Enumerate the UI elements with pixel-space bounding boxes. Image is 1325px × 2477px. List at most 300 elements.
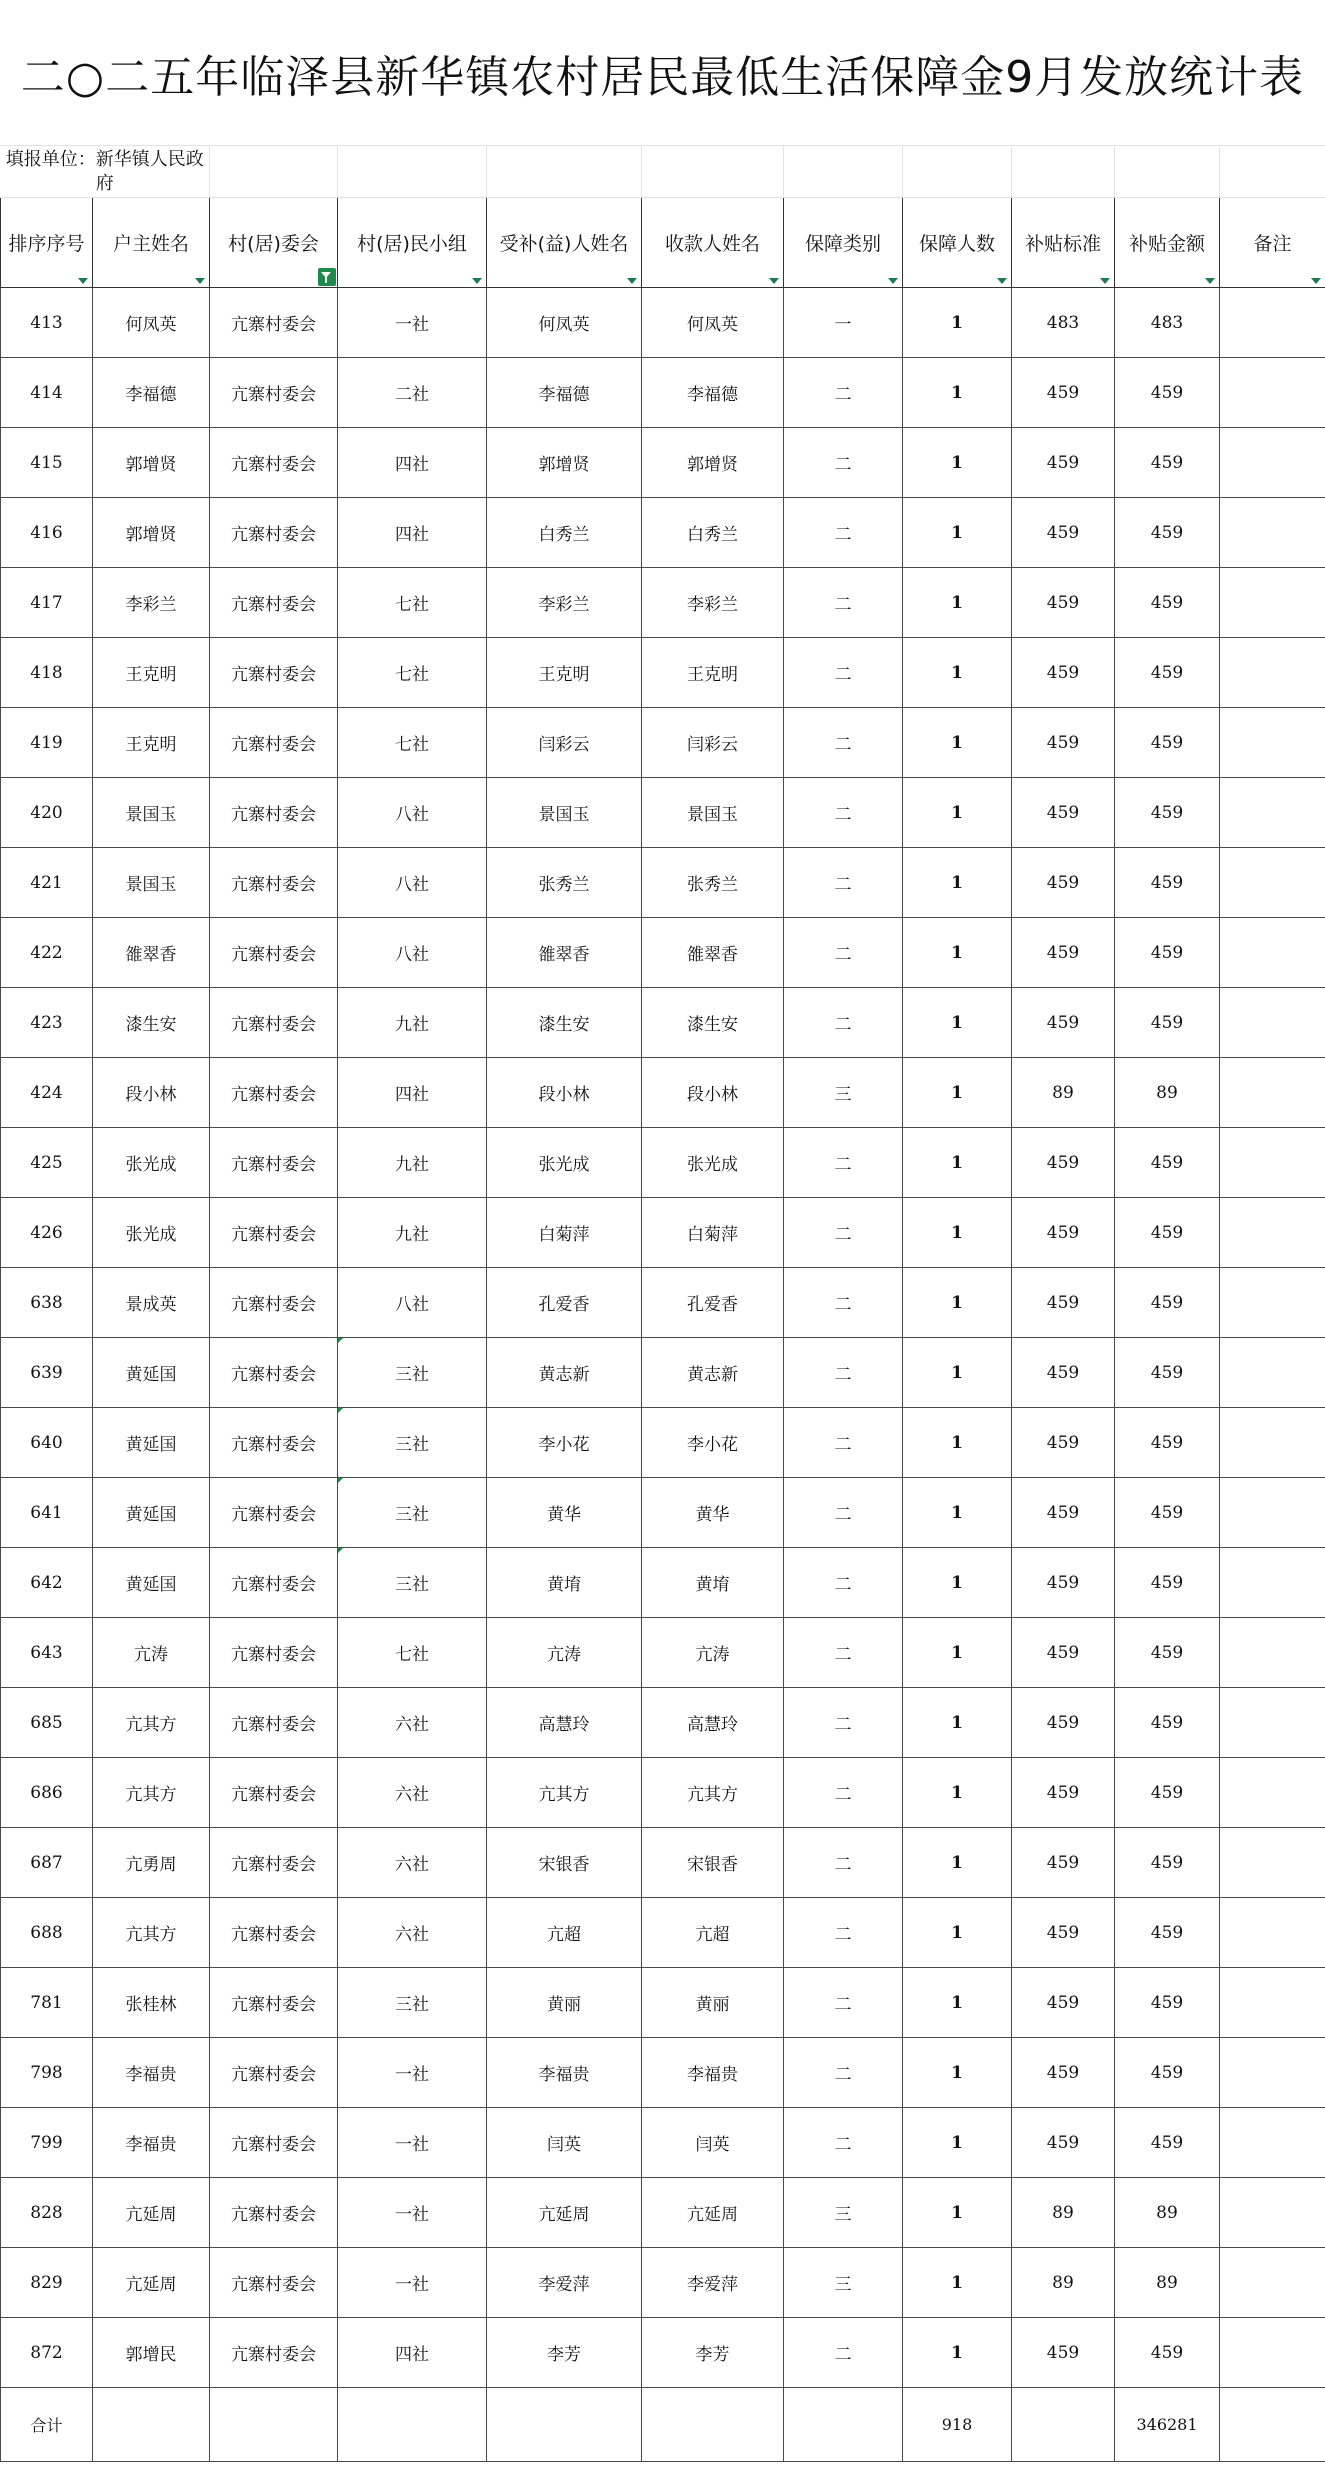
cell-amount[interactable]: 459 [1115,1828,1220,1898]
cell-payee[interactable]: 景国玉 [642,778,784,848]
cell-category[interactable]: 一 [784,288,903,358]
cell-beneficiary[interactable]: 黄华 [487,1478,642,1548]
cell-category[interactable]: 二 [784,1268,903,1338]
cell-standard[interactable]: 459 [1012,1128,1115,1198]
cell-beneficiary[interactable]: 段小林 [487,1058,642,1128]
cell-note[interactable] [1220,638,1325,708]
cell-no[interactable]: 641 [1,1478,93,1548]
cell-payee[interactable]: 亢延周 [642,2178,784,2248]
cell-standard[interactable]: 459 [1012,358,1115,428]
cell-amount[interactable]: 459 [1115,988,1220,1058]
cell-head[interactable]: 郭增贤 [93,498,210,568]
cell-persons[interactable]: 1 [903,568,1012,638]
cell-beneficiary[interactable]: 李爱萍 [487,2248,642,2318]
cell-no[interactable]: 423 [1,988,93,1058]
cell-note[interactable] [1220,358,1325,428]
filter-dropdown-icon[interactable] [1309,275,1322,285]
cell-persons[interactable]: 1 [903,1058,1012,1128]
cell-category[interactable]: 二 [784,778,903,848]
cell-group[interactable]: 二社 [338,358,487,428]
cell-village[interactable]: 亢寨村委会 [210,1548,338,1618]
cell-village[interactable]: 亢寨村委会 [210,988,338,1058]
cell-standard[interactable]: 459 [1012,498,1115,568]
filter-dropdown-icon[interactable] [625,275,638,285]
filter-dropdown-icon[interactable] [1203,275,1216,285]
cell-group[interactable]: 七社 [338,638,487,708]
cell-category[interactable]: 二 [784,848,903,918]
cell-persons[interactable]: 1 [903,288,1012,358]
cell-head[interactable]: 景成英 [93,1268,210,1338]
cell-category[interactable]: 二 [784,1758,903,1828]
cell-category[interactable]: 二 [784,1968,903,2038]
cell-category[interactable]: 二 [784,1548,903,1618]
cell-note[interactable] [1220,1478,1325,1548]
cell-standard[interactable]: 459 [1012,988,1115,1058]
cell-no[interactable]: 413 [1,288,93,358]
cell-note[interactable] [1220,708,1325,778]
cell-standard[interactable]: 483 [1012,288,1115,358]
cell-note[interactable] [1220,1688,1325,1758]
cell-persons[interactable]: 1 [903,358,1012,428]
cell-persons[interactable]: 1 [903,2248,1012,2318]
cell-amount[interactable]: 89 [1115,2248,1220,2318]
cell-payee[interactable]: 黄丽 [642,1968,784,2038]
cell-village[interactable]: 亢寨村委会 [210,2178,338,2248]
cell-amount[interactable]: 459 [1115,1128,1220,1198]
cell-no[interactable]: 418 [1,638,93,708]
cell-village[interactable]: 亢寨村委会 [210,778,338,848]
cell-head[interactable]: 张光成 [93,1128,210,1198]
cell-amount[interactable]: 459 [1115,918,1220,988]
cell-group[interactable]: 四社 [338,498,487,568]
total-empty-cell[interactable] [1220,2388,1325,2462]
cell-group[interactable]: 四社 [338,428,487,498]
cell-category[interactable]: 二 [784,358,903,428]
cell-payee[interactable]: 郭增贤 [642,428,784,498]
cell-no[interactable]: 872 [1,2318,93,2388]
cell-category[interactable]: 二 [784,2318,903,2388]
cell-village[interactable]: 亢寨村委会 [210,1898,338,1968]
cell-no[interactable]: 640 [1,1408,93,1478]
cell-persons[interactable]: 1 [903,1618,1012,1688]
cell-note[interactable] [1220,1968,1325,2038]
cell-village[interactable]: 亢寨村委会 [210,1338,338,1408]
cell-group[interactable]: 六社 [338,1828,487,1898]
cell-amount[interactable]: 459 [1115,1618,1220,1688]
cell-group[interactable]: 一社 [338,2038,487,2108]
cell-payee[interactable]: 漆生安 [642,988,784,1058]
cell-amount[interactable]: 459 [1115,638,1220,708]
cell-payee[interactable]: 高慧玲 [642,1688,784,1758]
cell-standard[interactable]: 459 [1012,1548,1115,1618]
cell-category[interactable]: 二 [784,1128,903,1198]
cell-category[interactable]: 三 [784,1058,903,1128]
cell-payee[interactable]: 李爱萍 [642,2248,784,2318]
cell-standard[interactable]: 459 [1012,708,1115,778]
cell-group[interactable]: 六社 [338,1898,487,1968]
cell-village[interactable]: 亢寨村委会 [210,1198,338,1268]
cell-standard[interactable]: 459 [1012,2318,1115,2388]
cell-category[interactable]: 二 [784,568,903,638]
cell-note[interactable] [1220,988,1325,1058]
cell-beneficiary[interactable]: 黄志新 [487,1338,642,1408]
cell-no[interactable]: 688 [1,1898,93,1968]
cell-no[interactable]: 829 [1,2248,93,2318]
cell-persons[interactable]: 1 [903,2318,1012,2388]
cell-payee[interactable]: 黄志新 [642,1338,784,1408]
cell-beneficiary[interactable]: 李彩兰 [487,568,642,638]
cell-note[interactable] [1220,1058,1325,1128]
total-empty-cell[interactable] [210,2388,338,2462]
cell-no[interactable]: 798 [1,2038,93,2108]
cell-head[interactable]: 景国玉 [93,848,210,918]
cell-persons[interactable]: 1 [903,778,1012,848]
cell-payee[interactable]: 段小林 [642,1058,784,1128]
cell-note[interactable] [1220,918,1325,988]
cell-note[interactable] [1220,1618,1325,1688]
cell-note[interactable] [1220,2178,1325,2248]
cell-persons[interactable]: 1 [903,1828,1012,1898]
cell-amount[interactable]: 459 [1115,358,1220,428]
cell-payee[interactable]: 李彩兰 [642,568,784,638]
cell-category[interactable]: 二 [784,918,903,988]
cell-note[interactable] [1220,1268,1325,1338]
cell-village[interactable]: 亢寨村委会 [210,918,338,988]
cell-village[interactable]: 亢寨村委会 [210,2318,338,2388]
filter-active-icon[interactable] [318,268,336,286]
filter-dropdown-icon[interactable] [995,275,1008,285]
cell-amount[interactable]: 459 [1115,1898,1220,1968]
cell-beneficiary[interactable]: 闫彩云 [487,708,642,778]
cell-payee[interactable]: 孔爱香 [642,1268,784,1338]
cell-no[interactable]: 426 [1,1198,93,1268]
cell-head[interactable]: 张光成 [93,1198,210,1268]
cell-note[interactable] [1220,1758,1325,1828]
cell-amount[interactable]: 459 [1115,1408,1220,1478]
cell-amount[interactable]: 459 [1115,778,1220,848]
cell-standard[interactable]: 459 [1012,778,1115,848]
cell-standard[interactable]: 459 [1012,918,1115,988]
cell-village[interactable]: 亢寨村委会 [210,498,338,568]
cell-amount[interactable]: 459 [1115,1478,1220,1548]
cell-amount[interactable]: 459 [1115,1688,1220,1758]
cell-payee[interactable]: 李芳 [642,2318,784,2388]
cell-head[interactable]: 亢其方 [93,1898,210,1968]
cell-note[interactable] [1220,568,1325,638]
cell-payee[interactable]: 亢其方 [642,1758,784,1828]
cell-head[interactable]: 张桂林 [93,1968,210,2038]
cell-category[interactable]: 二 [784,1478,903,1548]
cell-amount[interactable]: 459 [1115,1198,1220,1268]
cell-village[interactable]: 亢寨村委会 [210,288,338,358]
cell-persons[interactable]: 1 [903,2108,1012,2178]
cell-head[interactable]: 漆生安 [93,988,210,1058]
cell-beneficiary[interactable]: 景国玉 [487,778,642,848]
cell-category[interactable]: 二 [784,638,903,708]
cell-amount[interactable]: 459 [1115,1338,1220,1408]
cell-category[interactable]: 二 [784,1338,903,1408]
cell-beneficiary[interactable]: 黄堉 [487,1548,642,1618]
cell-head[interactable]: 李福贵 [93,2108,210,2178]
cell-category[interactable]: 二 [784,1898,903,1968]
cell-standard[interactable]: 459 [1012,1618,1115,1688]
cell-group[interactable]: 七社 [338,1618,487,1688]
cell-amount[interactable]: 89 [1115,1058,1220,1128]
cell-village[interactable]: 亢寨村委会 [210,1058,338,1128]
cell-payee[interactable]: 黄华 [642,1478,784,1548]
cell-amount[interactable]: 459 [1115,2318,1220,2388]
cell-beneficiary[interactable]: 孔爱香 [487,1268,642,1338]
cell-payee[interactable]: 宋银香 [642,1828,784,1898]
cell-category[interactable]: 三 [784,2248,903,2318]
cell-beneficiary[interactable]: 李芳 [487,2318,642,2388]
cell-amount[interactable]: 459 [1115,568,1220,638]
cell-persons[interactable]: 1 [903,1338,1012,1408]
cell-village[interactable]: 亢寨村委会 [210,1758,338,1828]
cell-beneficiary[interactable]: 李福德 [487,358,642,428]
cell-head[interactable]: 王克明 [93,708,210,778]
cell-amount[interactable]: 459 [1115,708,1220,778]
cell-beneficiary[interactable]: 王克明 [487,638,642,708]
cell-payee[interactable]: 张秀兰 [642,848,784,918]
cell-standard[interactable]: 89 [1012,1058,1115,1128]
cell-amount[interactable]: 459 [1115,1758,1220,1828]
cell-head[interactable]: 李福德 [93,358,210,428]
cell-beneficiary[interactable]: 高慧玲 [487,1688,642,1758]
cell-category[interactable]: 三 [784,2178,903,2248]
cell-beneficiary[interactable]: 白秀兰 [487,498,642,568]
cell-category[interactable]: 二 [784,988,903,1058]
cell-standard[interactable]: 89 [1012,2178,1115,2248]
cell-amount[interactable]: 459 [1115,1268,1220,1338]
cell-no[interactable]: 419 [1,708,93,778]
cell-category[interactable]: 二 [784,2108,903,2178]
cell-payee[interactable]: 白秀兰 [642,498,784,568]
cell-group[interactable]: 一社 [338,2248,487,2318]
total-empty-cell[interactable] [93,2388,210,2462]
cell-group[interactable]: 八社 [338,848,487,918]
cell-standard[interactable]: 459 [1012,2108,1115,2178]
cell-no[interactable]: 417 [1,568,93,638]
cell-note[interactable] [1220,288,1325,358]
cell-group[interactable]: 三社 [338,1408,487,1478]
cell-persons[interactable]: 1 [903,638,1012,708]
cell-category[interactable]: 二 [784,428,903,498]
cell-note[interactable] [1220,2318,1325,2388]
cell-head[interactable]: 亢其方 [93,1688,210,1758]
cell-group[interactable]: 一社 [338,2108,487,2178]
cell-category[interactable]: 二 [784,1688,903,1758]
cell-standard[interactable]: 459 [1012,1758,1115,1828]
cell-persons[interactable]: 1 [903,1688,1012,1758]
filter-dropdown-icon[interactable] [193,275,206,285]
cell-amount[interactable]: 483 [1115,288,1220,358]
total-empty-cell[interactable] [487,2388,642,2462]
cell-village[interactable]: 亢寨村委会 [210,568,338,638]
cell-group[interactable]: 六社 [338,1688,487,1758]
cell-group[interactable]: 三社 [338,1478,487,1548]
cell-no[interactable]: 686 [1,1758,93,1828]
cell-beneficiary[interactable]: 雒翠香 [487,918,642,988]
cell-head[interactable]: 李福贵 [93,2038,210,2108]
cell-head[interactable]: 亢其方 [93,1758,210,1828]
cell-no[interactable]: 687 [1,1828,93,1898]
cell-head[interactable]: 李彩兰 [93,568,210,638]
cell-head[interactable]: 黄延国 [93,1548,210,1618]
cell-group[interactable]: 八社 [338,778,487,848]
cell-persons[interactable]: 1 [903,1968,1012,2038]
cell-no[interactable]: 421 [1,848,93,918]
cell-payee[interactable]: 李福贵 [642,2038,784,2108]
cell-no[interactable]: 416 [1,498,93,568]
cell-persons[interactable]: 1 [903,498,1012,568]
cell-standard[interactable]: 459 [1012,1268,1115,1338]
cell-note[interactable] [1220,1548,1325,1618]
cell-standard[interactable]: 459 [1012,568,1115,638]
cell-amount[interactable]: 459 [1115,2108,1220,2178]
filter-dropdown-icon[interactable] [76,275,89,285]
cell-head[interactable]: 郭增贤 [93,428,210,498]
cell-beneficiary[interactable]: 李福贵 [487,2038,642,2108]
cell-category[interactable]: 二 [784,1198,903,1268]
cell-persons[interactable]: 1 [903,988,1012,1058]
cell-no[interactable]: 422 [1,918,93,988]
cell-persons[interactable]: 1 [903,1408,1012,1478]
cell-group[interactable]: 八社 [338,1268,487,1338]
cell-note[interactable] [1220,1338,1325,1408]
total-amount[interactable]: 346281 [1115,2388,1220,2462]
cell-standard[interactable]: 459 [1012,1338,1115,1408]
cell-no[interactable]: 638 [1,1268,93,1338]
cell-amount[interactable]: 459 [1115,2038,1220,2108]
cell-payee[interactable]: 张光成 [642,1128,784,1198]
cell-no[interactable]: 643 [1,1618,93,1688]
cell-note[interactable] [1220,778,1325,848]
cell-category[interactable]: 二 [784,2038,903,2108]
cell-note[interactable] [1220,848,1325,918]
cell-group[interactable]: 一社 [338,288,487,358]
cell-amount[interactable]: 89 [1115,2178,1220,2248]
cell-no[interactable]: 642 [1,1548,93,1618]
cell-amount[interactable]: 459 [1115,1968,1220,2038]
cell-persons[interactable]: 1 [903,918,1012,988]
cell-no[interactable]: 639 [1,1338,93,1408]
cell-category[interactable]: 二 [784,708,903,778]
cell-no[interactable]: 415 [1,428,93,498]
cell-beneficiary[interactable]: 漆生安 [487,988,642,1058]
cell-no[interactable]: 420 [1,778,93,848]
cell-head[interactable]: 郭增民 [93,2318,210,2388]
cell-group[interactable]: 九社 [338,1198,487,1268]
cell-payee[interactable]: 何凤英 [642,288,784,358]
cell-persons[interactable]: 1 [903,2178,1012,2248]
cell-head[interactable]: 黄延国 [93,1478,210,1548]
cell-group[interactable]: 七社 [338,708,487,778]
cell-head[interactable]: 亢勇周 [93,1828,210,1898]
cell-note[interactable] [1220,1828,1325,1898]
cell-note[interactable] [1220,1198,1325,1268]
cell-village[interactable]: 亢寨村委会 [210,1478,338,1548]
cell-beneficiary[interactable]: 宋银香 [487,1828,642,1898]
cell-payee[interactable]: 亢超 [642,1898,784,1968]
cell-amount[interactable]: 459 [1115,1548,1220,1618]
cell-persons[interactable]: 1 [903,1478,1012,1548]
total-label[interactable]: 合计 [1,2388,93,2462]
cell-persons[interactable]: 1 [903,1198,1012,1268]
cell-group[interactable]: 六社 [338,1758,487,1828]
cell-group[interactable]: 七社 [338,568,487,638]
cell-group[interactable]: 四社 [338,1058,487,1128]
filter-dropdown-icon[interactable] [886,275,899,285]
cell-note[interactable] [1220,1898,1325,1968]
cell-standard[interactable]: 89 [1012,2248,1115,2318]
cell-payee[interactable]: 李福德 [642,358,784,428]
cell-amount[interactable]: 459 [1115,498,1220,568]
cell-beneficiary[interactable]: 亢涛 [487,1618,642,1688]
total-empty-cell[interactable] [642,2388,784,2462]
cell-village[interactable]: 亢寨村委会 [210,638,338,708]
cell-no[interactable]: 799 [1,2108,93,2178]
cell-group[interactable]: 三社 [338,1968,487,2038]
cell-payee[interactable]: 王克明 [642,638,784,708]
cell-category[interactable]: 二 [784,498,903,568]
cell-standard[interactable]: 459 [1012,1478,1115,1548]
cell-village[interactable]: 亢寨村委会 [210,2248,338,2318]
cell-beneficiary[interactable]: 黄丽 [487,1968,642,2038]
cell-note[interactable] [1220,2108,1325,2178]
cell-beneficiary[interactable]: 张光成 [487,1128,642,1198]
cell-payee[interactable]: 白菊萍 [642,1198,784,1268]
cell-standard[interactable]: 459 [1012,2038,1115,2108]
cell-standard[interactable]: 459 [1012,848,1115,918]
cell-amount[interactable]: 459 [1115,428,1220,498]
cell-note[interactable] [1220,1408,1325,1478]
cell-standard[interactable]: 459 [1012,1198,1115,1268]
cell-standard[interactable]: 459 [1012,428,1115,498]
cell-beneficiary[interactable]: 白菊萍 [487,1198,642,1268]
cell-standard[interactable]: 459 [1012,638,1115,708]
cell-category[interactable]: 二 [784,1618,903,1688]
cell-persons[interactable]: 1 [903,708,1012,778]
cell-village[interactable]: 亢寨村委会 [210,1268,338,1338]
cell-village[interactable]: 亢寨村委会 [210,1618,338,1688]
cell-standard[interactable]: 459 [1012,1688,1115,1758]
cell-village[interactable]: 亢寨村委会 [210,1128,338,1198]
cell-beneficiary[interactable]: 张秀兰 [487,848,642,918]
cell-village[interactable]: 亢寨村委会 [210,708,338,778]
cell-group[interactable]: 八社 [338,918,487,988]
cell-group[interactable]: 四社 [338,2318,487,2388]
cell-note[interactable] [1220,1128,1325,1198]
cell-persons[interactable]: 1 [903,1268,1012,1338]
cell-persons[interactable]: 1 [903,2038,1012,2108]
cell-no[interactable]: 425 [1,1128,93,1198]
cell-amount[interactable]: 459 [1115,848,1220,918]
cell-head[interactable]: 亢延周 [93,2178,210,2248]
cell-village[interactable]: 亢寨村委会 [210,428,338,498]
cell-persons[interactable]: 1 [903,1758,1012,1828]
cell-payee[interactable]: 黄堉 [642,1548,784,1618]
cell-standard[interactable]: 459 [1012,1828,1115,1898]
cell-village[interactable]: 亢寨村委会 [210,1688,338,1758]
cell-village[interactable]: 亢寨村委会 [210,1828,338,1898]
cell-village[interactable]: 亢寨村委会 [210,2108,338,2178]
cell-no[interactable]: 828 [1,2178,93,2248]
cell-head[interactable]: 雒翠香 [93,918,210,988]
cell-village[interactable]: 亢寨村委会 [210,848,338,918]
cell-category[interactable]: 二 [784,1828,903,1898]
cell-group[interactable]: 九社 [338,988,487,1058]
